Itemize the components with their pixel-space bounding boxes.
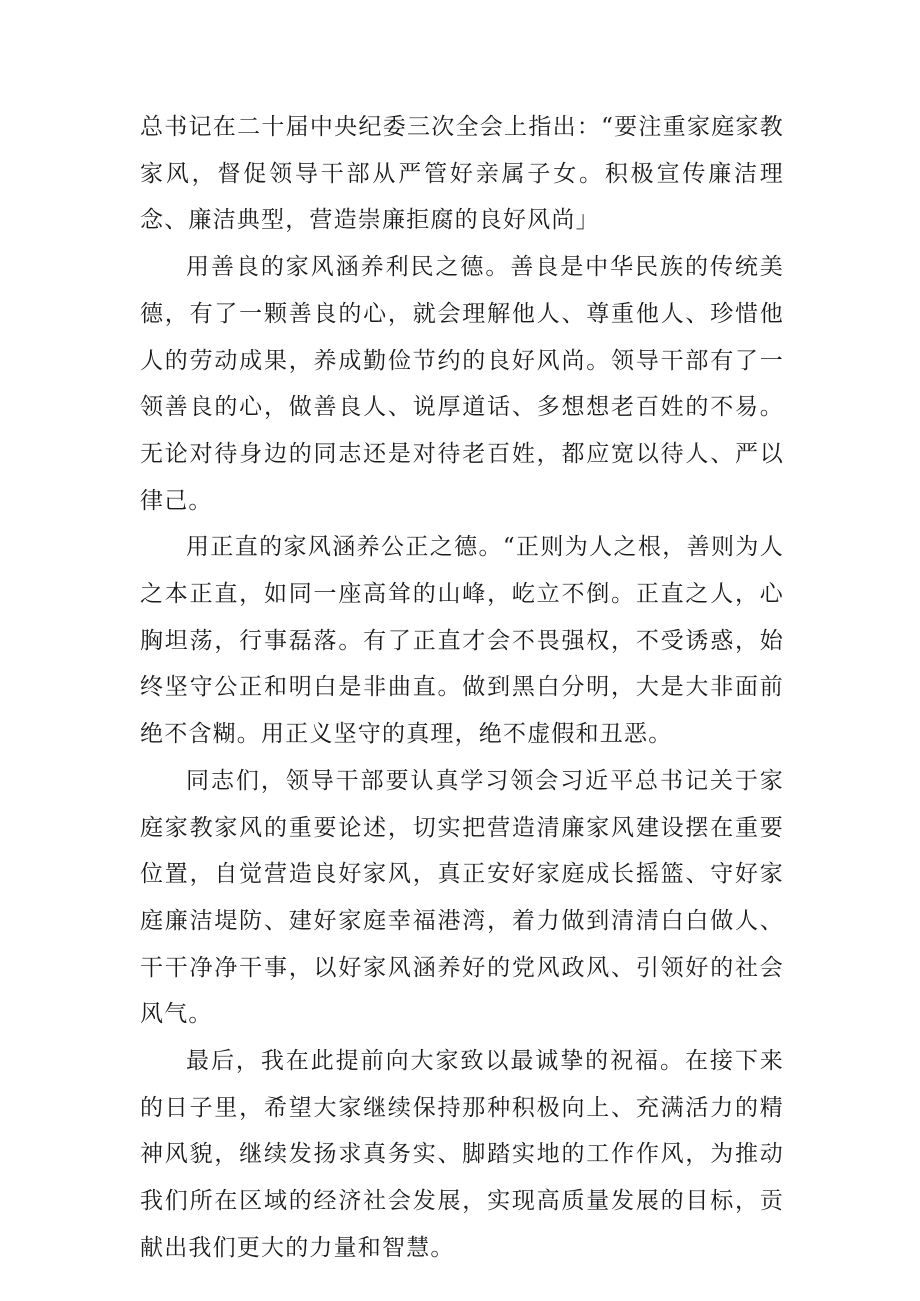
- document-page: [140, 104, 784, 1272]
- paragraph-integrity: 用正直的家风涵养公正之德。“正则为人之根，善则为人之本正直，如同一座高耸的山峰，屹立不倒。正直之人，心胸坦荡，行事磊落。有了正直才会不畏强权，不受诱惑，始终坚守公正和明白是非曲直。做到黑白分明，大是大非面前绝不含糊。用正义坚守的真理，绝不虚假和丑恶。: [140, 534, 784, 748]
- paragraph-closing: 最后，我在此提前向大家致以最诚挚的祝福。在接下来的日子里，希望大家继续保持那种积极向上、充满活力的精神风貌，继续发扬求真务实、脚踏实地的工作作风，为推动我们所在区域的经济社会发展，实现高质量发展的目标，贡献出我们更大的力量和智慧。: [140, 1048, 784, 1261]
- paragraph-quote-intro: 总书记在二十届中央纪委三次全会上指出：“要注重家庭家教家风，督促领导干部从严管好亲属子女。积极宣传廉洁理念、廉洁典型，营造崇廉拒腐的良好风尚」: [140, 114, 784, 234]
- paragraph-kindness: 用善良的家风涵养利民之德。善良是中华民族的传统美德，有了一颗善良的心，就会理解他人、尊重他人、珍惜他人的劳动成果，养成勤俭节约的良好风尚。领导干部有了一领善良的心，做善良人、说厚道话、多想想老百姓的不易。无论对待身边的同志还是对待老百姓，都应宽以待人、严以律己。: [140, 254, 784, 514]
- paragraph-comrades: 同志们，领导干部要认真学习领会习近平总书记关于家庭家教家风的重要论述，切实把营造清廉家风建设摆在重要位置，自觉营造良好家风，真正安好家庭成长摇篮、守好家庭廉洁堤防、建好家庭幸福港湾，着力做到清清白白做人、干干净净干事，以好家风涵养好的党风政风、引领好的社会风气。: [140, 767, 784, 1028]
